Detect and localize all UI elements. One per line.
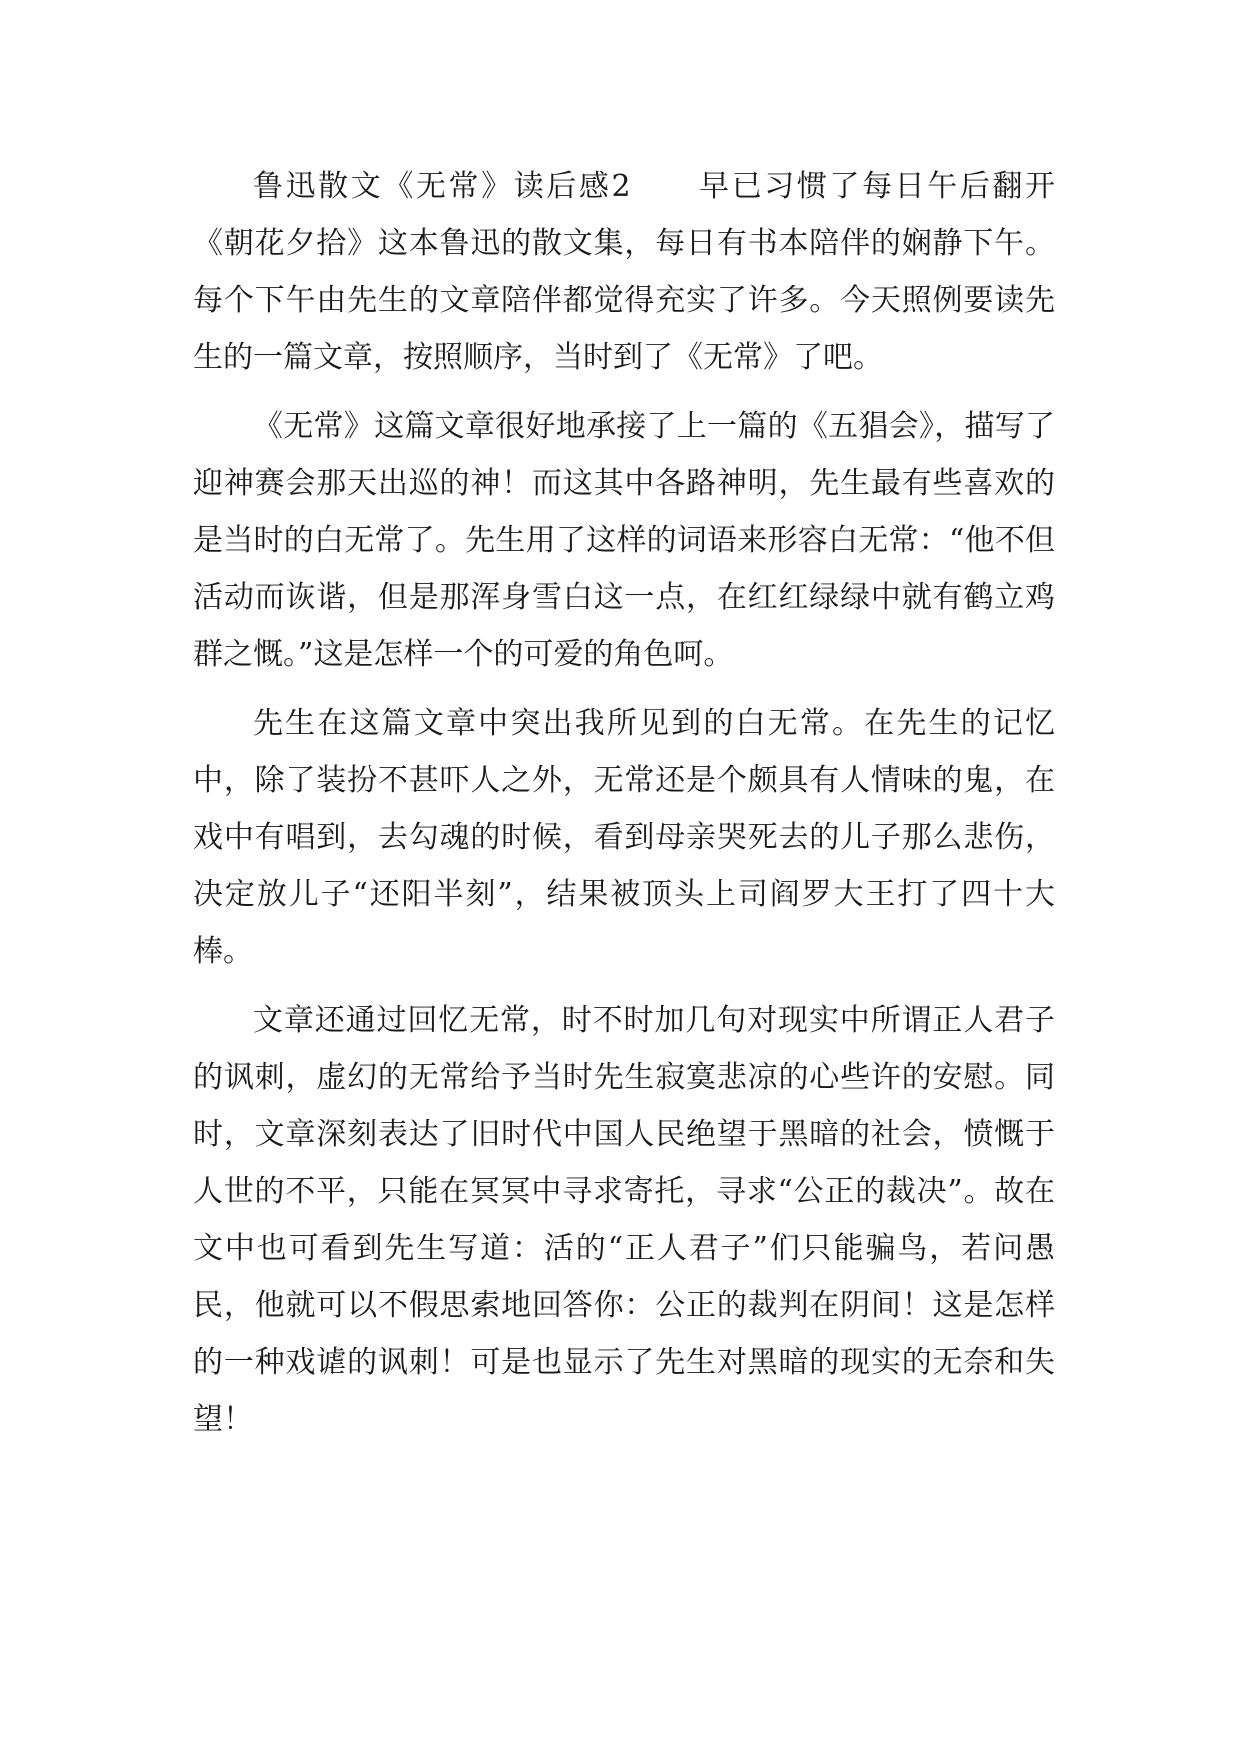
document-title: 鲁迅散文《无常》读后感2 [253,169,631,204]
paragraph-3: 先生在这篇文章中突出我所见到的白无常。在先生的记忆中，除了装扮不甚吓人之外，无常还是个颇具有人情味的鬼，在戏中有唱到，去勾魂的时候，看到母亲哭死去的儿子那么悲伤，决定放儿子“还阳半刻”，结果被顶头上司阎罗大王打了四十大棒。 [193,706,1055,969]
document-body [193,158,1055,1460]
paragraph-1 [193,158,1055,386]
paragraph-4: 文章还通过回忆无常，时不时加几句对现实中所谓正人君子的讽刺，虚幻的无常给予当时先生寂寞悲凉的心些许的安慰。同时，文章深刻表达了旧时代中国人民绝望于黑暗的社会，愤慨于人世的不平，只能在冥冥中寻求寄托，寻求“公正的裁决”。故在文中也可看到先生写道：活的“正人君子”们只能骗鸟，若问愚民，他就可以不假思索地回答你：公正的裁判在阴间！这是怎样的一种戏谑的讽刺！可是也显示了先生对黑暗的现实的无奈和失望！ [193,1003,1055,1437]
paragraph-1-text: 早已习惯了每日午后翻开《朝花夕拾》这本鲁迅的散文集，每日有书本陪伴的娴静下午。每个下午由先生的文章陪伴都觉得充实了许多。今天照例要读先生的一篇文章，按照顺序，当时到了《无常》了吧。 [193,169,1055,375]
paragraph-2: 《无常》这篇文章很好地承接了上一篇的《五猖会》，描写了迎神赛会那天出巡的神！而这其中各路神明，先生最有些喜欢的是当时的白无常了。先生用了这样的词语来形容白无常：“他不但活动而诙谐，但是那浑身雪白这一点，在红红绿绿中就有鹤立鸡群之慨。”这是怎样一个的可爱的角色呵。 [193,409,1055,672]
